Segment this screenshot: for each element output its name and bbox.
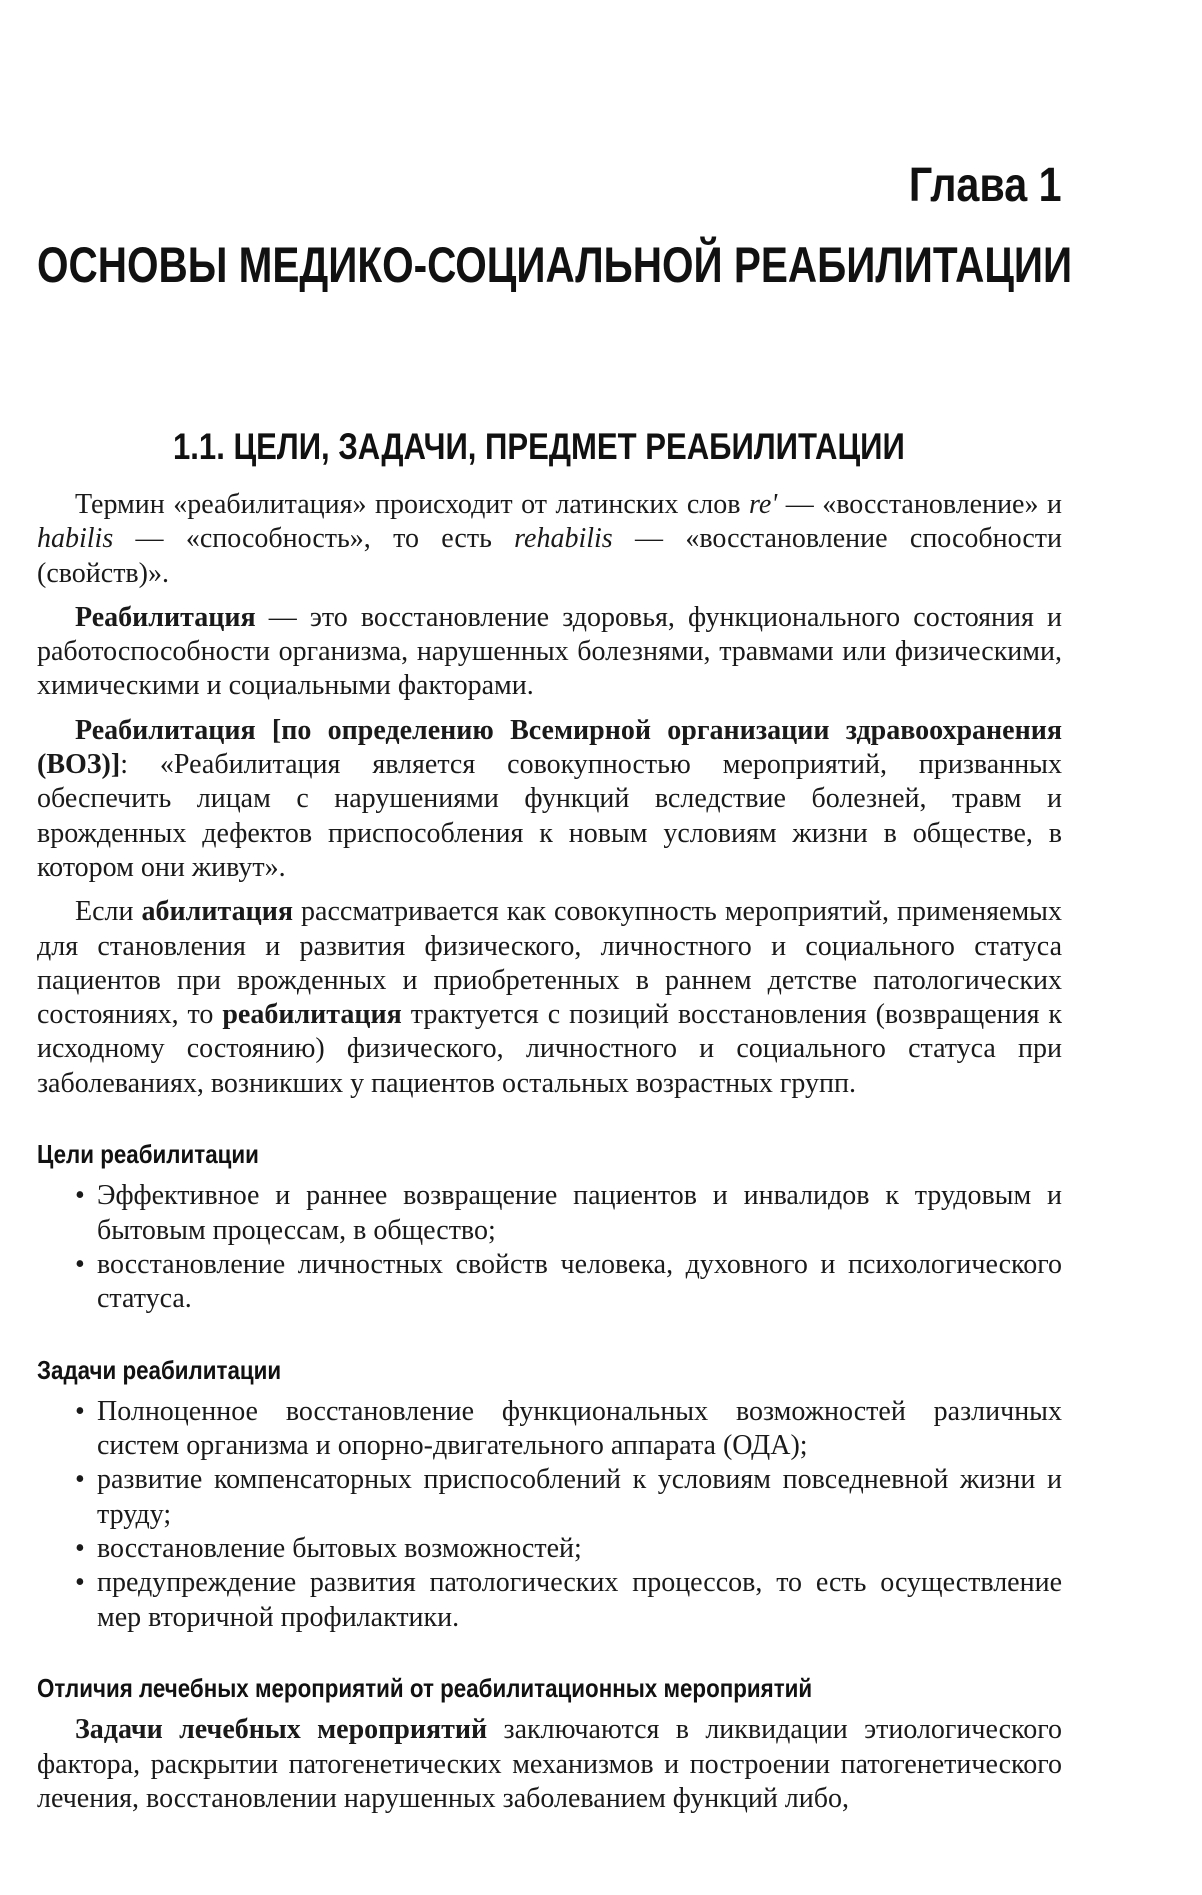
list-item: • Эффективное и раннее возвращение пациентов и инвалидов к трудовым и бытовым процессам, в общество; bbox=[75, 1179, 1062, 1248]
list-item: • развитие компенсаторных приспособлений к условиям повседневной жизни и труду; bbox=[75, 1463, 1062, 1532]
term-treatment-tasks: Задачи лечебных мероприятий bbox=[75, 1714, 488, 1746]
term-re: re' bbox=[748, 489, 778, 520]
section-title: 1.1. ЦЕЛИ, ЗАДАЧИ, ПРЕДМЕТ РЕАБИЛИТАЦИИ bbox=[173, 426, 905, 467]
term-rehabilitation: Реабилитация bbox=[75, 601, 256, 633]
body-text bbox=[37, 488, 1062, 1826]
term-rehabilitation-2: реабилитация bbox=[222, 999, 402, 1031]
term-who-definition: Реабилитация [по определению Всемирной организации здравоохранения (ВОЗ)] bbox=[37, 714, 1062, 781]
paragraph-differences: Задачи лечебных мероприятий заключаются в ликвидации этиологического фактора, раскрытии патогенетических механизмов и построении патогенетического лечения, восстановлении нарушенных заболеванием функций либо, bbox=[37, 1714, 1062, 1814]
goals-heading: Цели реабилитации bbox=[37, 1139, 259, 1170]
term-habilis: habilis bbox=[37, 523, 114, 555]
paragraph-definition: Реабилитация — это восстановление здоровья, функционального состояния и работоспособности организма, нарушенных болезнями, травмами или физическими, химическими и социальными факторами. bbox=[37, 601, 1062, 702]
chapter-label: Глава 1 bbox=[909, 159, 1062, 212]
term-rehabilis: rehabilis bbox=[514, 523, 613, 555]
list-item: • предупреждение развития патологических процессов, то есть осуществление мер вторичной профилактики. bbox=[75, 1566, 1062, 1635]
list-item: • восстановление бытовых возможностей; bbox=[75, 1532, 1062, 1566]
tasks-heading: Задачи реабилитации bbox=[37, 1354, 282, 1385]
term-habilitation: абилитация bbox=[141, 896, 294, 928]
paragraph-habilitation: Если абилитация рассматривается как совокупность мероприятий, применяемых для становления и развития физического, личностного и социального статуса пациентов при врожденных и приобретенных в раннем детстве патологических состояниях, то реабилитация трактуется с позиций восстановления (возвращения к исходному состоянию) физического, личностного и социального статуса при заболеваниях, возникших у пациентов остальных возрастных групп. bbox=[37, 896, 1062, 1099]
paragraph-who-definition: Реабилитация [по определению Всемирной организации здравоохранения (ВОЗ)]: «Реабилитация является совокупностью мероприятий, призванных обеспечить лицам с нарушениями функций вследствие болезней, травм и врожденных дефектов приспособления к новым условиям жизни в обществе, в котором они живут». bbox=[37, 714, 1062, 883]
list-item: • Полноценное восстановление функциональных возможностей различных систем организма и опорно-двигательного аппарата (ОДА); bbox=[75, 1395, 1062, 1464]
tasks-list bbox=[37, 1395, 1062, 1635]
paragraph-etymology: Термин «реабилитация» происходит от латинских слов re' — «восстановление» и habilis — «способность», то есть rehabilis — «восстановление способности (свойств)». bbox=[37, 489, 1062, 589]
list-item: • восстановление личностных свойств человека, духовного и психологического статуса. bbox=[75, 1248, 1062, 1317]
goals-list bbox=[37, 1179, 1062, 1316]
chapter-title: ОСНОВЫ МЕДИКО-СОЦИАЛЬНОЙ РЕАБИЛИТАЦИИ bbox=[37, 237, 1073, 293]
differences-heading: Отличия лечебных мероприятий от реабилитационных мероприятий bbox=[37, 1672, 813, 1703]
